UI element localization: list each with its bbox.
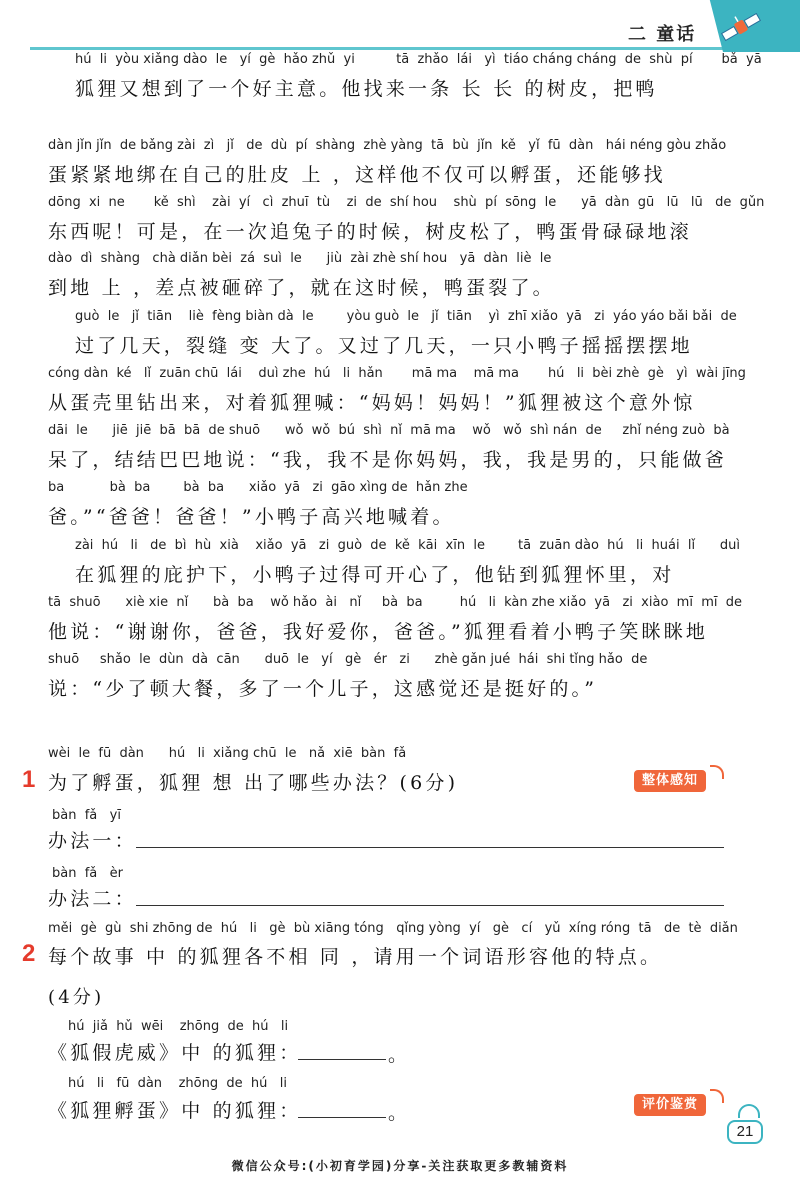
pinyin-line: dàn jǐn jǐn de bǎng zài zì jǐ de dù pí shàng zhè yàng tā bù jǐn kě yǐ fū dàn hái néng gòu zhǎo — [48, 138, 727, 153]
page-number: 21 — [727, 1120, 763, 1144]
tag-curl-icon — [710, 765, 724, 779]
q2a-period: 。 — [388, 1044, 411, 1066]
pinyin-line: dāi le jiē jiē bā bā de shuō wǒ wǒ bú shì nǐ mā ma wǒ wǒ shì nán de zhǐ néng zuò bà — [48, 423, 730, 438]
hanzi-line: 过了几天，裂缝 变 大了。又过了几天，一只小鸭子摇摇摆摆地 — [75, 335, 693, 357]
page-header — [0, 0, 800, 50]
pinyin-line: dōng xi ne kě shì zài yí cì zhuī tù zi de shí hou shù pí sōng le yā dàn gū lū lū de gǔn — [48, 195, 765, 210]
pinyin-line: dào dì shàng chà diǎn bèi zá suì le jiù zài zhè shí hou yā dàn liè le — [48, 251, 552, 266]
method2-label: 办法二： — [48, 888, 137, 910]
pinyin-line: cóng dàn ké lǐ zuān chū lái duì zhe hú li hǎn mā ma mā ma hú li bèi zhè gè yì wài jīng — [48, 366, 746, 381]
pinyin-line: ba bà ba bà ba xiǎo yā zi gāo xìng de hǎn zhe — [48, 480, 468, 495]
q2b-answer-field[interactable] — [298, 1117, 386, 1118]
pinyin-line: guò le jǐ tiān liè fèng biàn dà le yòu guò le jǐ tiān yì zhī xiǎo yā zi yáo yáo bǎi bǎi de — [75, 309, 737, 324]
q1-tag: 整体感知 — [634, 770, 706, 792]
hanzi-line: 东西呢！可是，在一次追兔子的时候，树皮松了，鸭蛋骨碌碌地滚 — [48, 221, 692, 243]
satellite-icon — [718, 12, 764, 42]
hanzi-line: 从蛋壳里钻出来，对着狐狸喊：“妈妈！妈妈！”狐狸被这个意外惊 — [48, 392, 696, 414]
method1-answer-field[interactable] — [136, 847, 724, 848]
pinyin-line: zài hú li de bì hù xià xiǎo yā zi guò de kě kāi xīn le tā zuān dào hú li huái lǐ duì — [75, 538, 740, 553]
tag-curl-icon — [710, 1089, 724, 1103]
header-rule — [30, 47, 800, 50]
q2-number: 2 — [22, 940, 36, 967]
hanzi-line: 蛋紧紧地绑在自己的肚皮 上 ，这样他不仅可以孵蛋，还能够找 — [48, 164, 666, 186]
hanzi-line: 呆了，结结巴巴地说：“我，我不是你妈妈，我，我是男的，只能做爸 — [48, 449, 727, 471]
method1-label: 办法一： — [48, 830, 137, 852]
hanzi-line: 到地 上 ，差点被砸碎了，就在这时候，鸭蛋裂了。 — [48, 277, 555, 299]
method2-pinyin: bàn fǎ èr — [52, 866, 124, 881]
q2a-pinyin: hú jiǎ hǔ wēi zhōng de hú li — [68, 1019, 289, 1034]
chapter-title: 二 童话 — [628, 24, 697, 45]
pinyin-line: shuō shǎo le dùn dà cān duō le yí gè ér zi zhè gǎn jué hái shi tǐng hǎo de — [48, 652, 648, 667]
hanzi-line: 爸。”“爸爸！爸爸！”小鸭子高兴地喊着。 — [48, 506, 455, 528]
pinyin-line: tā shuō xiè xie nǐ bà ba wǒ hǎo ài nǐ bà ba hú li kàn zhe xiǎo yā zi xiào mī mī de — [48, 595, 742, 610]
q1-pinyin: wèi le fū dàn hú li xiǎng chū le nǎ xiē bàn fǎ — [48, 746, 407, 761]
footer-text: 微信公众号:(小初育学园)分享-关注获取更多教辅资料 — [231, 1159, 569, 1173]
q1-number: 1 — [22, 766, 36, 793]
hanzi-line: 狐狸又想到了一个好主意。他找来一条 长 长 的树皮，把鸭 — [75, 78, 658, 100]
q2-pinyin: měi gè gù shi zhōng de hú li gè bù xiāng tóng qǐng yòng yí gè cí yǔ xíng róng tā de tè diǎn — [48, 921, 738, 936]
method1-pinyin: bàn fǎ yī — [52, 808, 121, 823]
q2a-answer-field[interactable] — [298, 1059, 386, 1060]
q2b-pinyin: hú li fū dàn zhōng de hú li — [68, 1076, 287, 1091]
q2-points: (4分) — [48, 987, 105, 1008]
hanzi-line: 他说：“谢谢你，爸爸，我好爱你，爸爸。”狐狸看着小鸭子笑眯眯地 — [48, 621, 709, 643]
q2a-label: 《狐假虎威》中 的狐狸： — [48, 1042, 302, 1064]
q2-tag: 评价鉴赏 — [634, 1094, 706, 1116]
q1-text: 为了孵蛋，狐狸 想 出了哪些办法？(6分) — [48, 772, 459, 794]
q2-text: 每个故事 中 的狐狸各不相 同 ，请用一个词语形容他的特点。 — [48, 946, 663, 968]
pinyin-line: hú li yòu xiǎng dào le yí gè hǎo zhǔ yi tā zhǎo lái yì tiáo cháng cháng de shù pí bǎ yā — [75, 52, 762, 67]
q2b-period: 。 — [388, 1102, 411, 1124]
hanzi-line: 说：“少了顿大餐，多了一个儿子，这感觉还是挺好的。” — [48, 678, 598, 700]
hanzi-line: 在狐狸的庇护下，小鸭子过得可开心了，他钻到狐狸怀里，对 — [75, 564, 675, 586]
method2-answer-field[interactable] — [136, 905, 724, 906]
leaf-icon — [738, 1104, 760, 1118]
q2b-label: 《狐狸孵蛋》中 的狐狸： — [48, 1100, 302, 1122]
